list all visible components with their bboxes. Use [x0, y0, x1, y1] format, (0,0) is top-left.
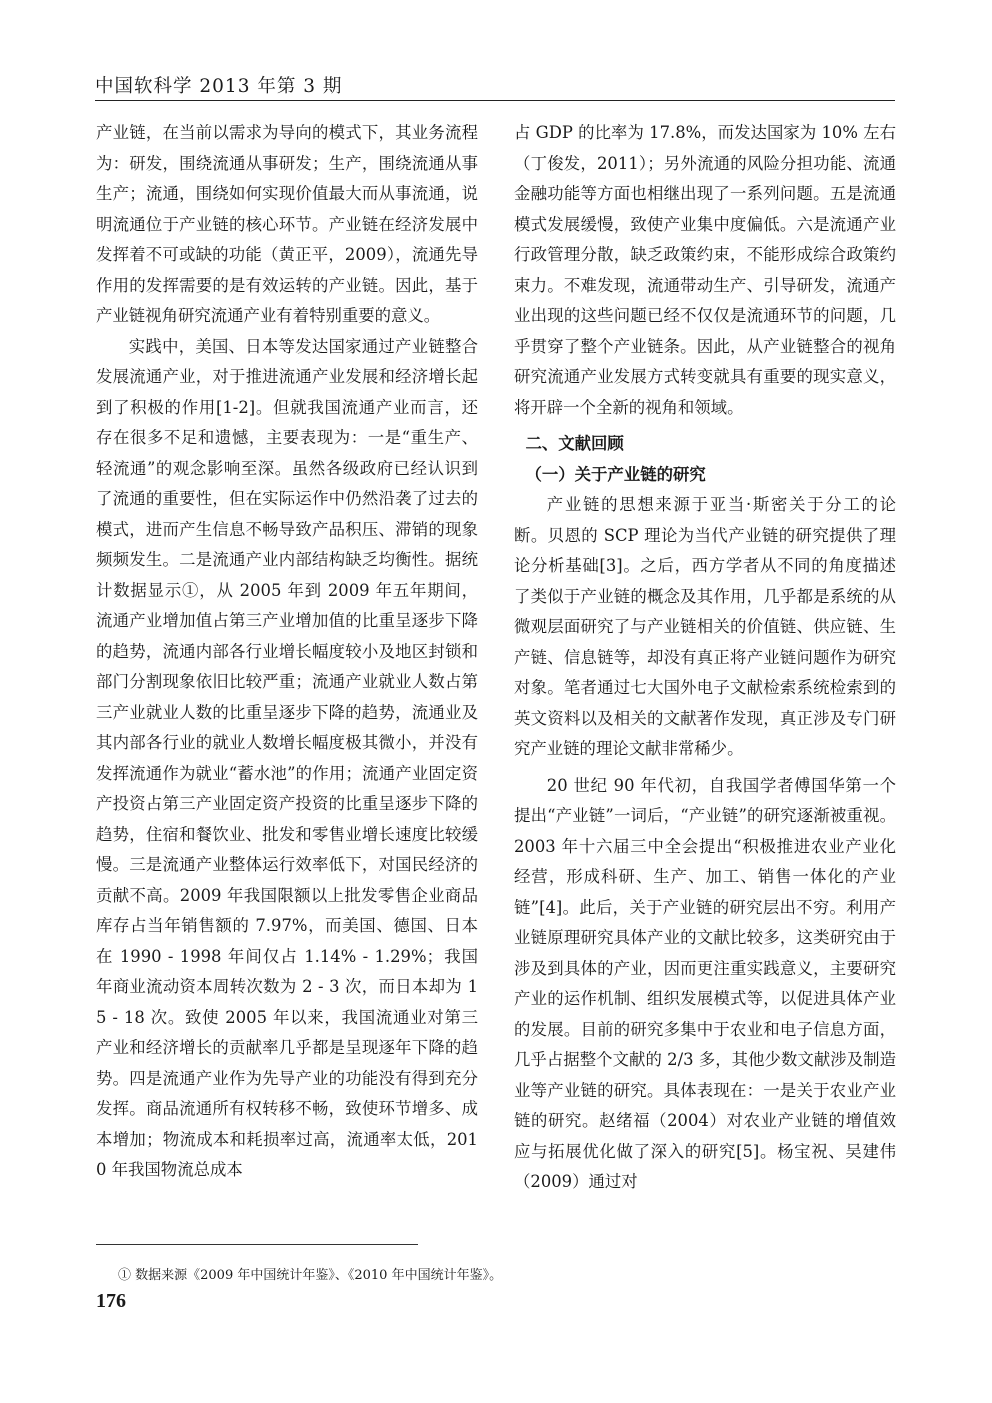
page-number: 176: [96, 1290, 126, 1312]
left-paragraph-1: 产业链，在当前以需求为导向的模式下，其业务流程为：研发，围绕流通从事研发；生产，围绕流通从事生产；流通，围绕如何实现价值最大而从事流通，说明流通位于产业链的核心环节。产业链在经济发展中发挥着不可或缺的功能（黄正平，2009），流通先导作用的发挥需要的是有效运转的产业链。因此，基于产业链视角研究流通产业有着特别重要的意义。: [96, 123, 478, 325]
section-heading: 二、文献回顾: [525, 434, 624, 453]
header-rule: [95, 100, 895, 101]
footnote-rule: [96, 1244, 418, 1245]
left-paragraph-2: 实践中，美国、日本等发达国家通过产业链整合发展流通产业，对于推进流通产业发展和经济增长起到了积极的作用[1-2]。但就我国流通产业而言，还存在很多不足和遗憾，主要表现为：一是“重生产、轻流通”的观念影响至深。虽然各级政府已经认识到了流通的重要性，但在实际运作中仍然沿袭了过去的模式，进而产生信息不畅导致产品积压、滞销的现象频频发生。二是流通产业内部结构缺乏均衡性。据统计数据显示①，从 2005 年到 2009 年五年期间，流通产业增加值占第三产业增加值的比重呈逐步下降的趋势，流通内部各行业增长幅度较小及地区封锁和部门分割现象依旧比较严重；流通产业就业人数占第三产业就业人数的比重呈逐步下降的趋势，流通业及其内部各行业的就业人数增长幅度极其微小，并没有发挥流通作为就业“蓄水池”的作用；流通产业固定资产投资占第三产业固定资产投资的比重呈逐步下降的趋势，住宿和餐饮业、批发和零售业增长速度比较缓慢。三是流通产业整体运行效率低下，对国民经济的贡献不高。2009 年我国限额以上批发零售企业商品库存占当年销售额的 7.97%，而美国、德国、日本在 1990 - 1998 年间仅占 1.14% - 1.29%；我国年商业流动资本周转次数为 2 - 3 次，而日本却为 15 - 18 次。致使 2005 年以来，我国流通业对第三产业和经济增长的贡献率几乎都是呈现逐年下降的趋势。四是流通产业作为先导产业的功能没有得到充分发挥。商品流通所有权转移不畅，致使环节增多、成本增加；物流成本和耗损率过高，流通率太低，2010 年我国物流总成本: [96, 336, 478, 1179]
footnote: ① 数据来源《2009 年中国统计年鉴》、《2010 年中国统计年鉴》。: [118, 1268, 503, 1283]
subsection-heading: （一）关于产业链的研究: [525, 464, 706, 484]
right-paragraph-1: 占 GDP 的比率为 17.8%，而发达国家为 10% 左右（丁俊发，2011）；另外流通的风险分担功能、流通金融功能等方面也相继出现了一系列问题。五是流通模式发展缓慢，致使产业集中度偏低。六是流通产业行政管理分散，缺乏政策约束，不能形成综合政策约束力。不难发现，流通带动生产、引导研发，流通产业出现的这些问题已经不仅仅是流通环节的问题，几乎贯穿了整个产业链条。因此，从产业链整合的视角研究流通产业发展方式转变就具有重要的现实意义，将开辟一个全新的视角和领域。: [514, 123, 896, 417]
journal-title: 中国软科学 2013 年第 3 期: [95, 76, 343, 97]
running-header: [95, 70, 895, 102]
right-paragraph-3: 20 世纪 90 年代初，自我国学者傅国华第一个提出“产业链”一词后，“产业链”的研究逐渐被重视。2003 年十六届三中全会提出“积极推进农业产业化经营，形成科研、生产、加工、销售一体化的产业链”[4]。此后，关于产业链的研究层出不穷。利用产业链原理研究具体产业的文献比较多，这类研究由于涉及到具体的产业，因而更注重实践意义，主要研究产业的运作机制、组织发展模式等，以促进具体产业的发展。目前的研究多集中于农业和电子信息方面，几乎占据整个文献的 2/3 多，其他少数文献涉及制造业等产业链的研究。具体表现在：一是关于农业产业链的研究。赵绪福（2004）对农业产业链的增值效应与拓展优化做了深入的研究[5]。杨宝祝、吴建伟（2009）通过对: [514, 775, 896, 1191]
right-paragraph-2: 产业链的思想来源于亚当·斯密关于分工的论断。贝恩的 SCP 理论为当代产业链的研究提供了理论分析基础[3]。之后，西方学者从不同的角度描述了类似于产业链的概念及其作用，几乎都是系统的从微观层面研究了与产业链相关的价值链、供应链、生产链、信息链等，却没有真正将产业链问题作为研究对象。笔者通过七大国外电子文献检索系统检索到的英文资料以及相关的文献著作发现，真正涉及专门研究产业链的理论文献非常稀少。: [514, 495, 896, 758]
right-column: [514, 118, 896, 1198]
left-column: [96, 118, 478, 1186]
